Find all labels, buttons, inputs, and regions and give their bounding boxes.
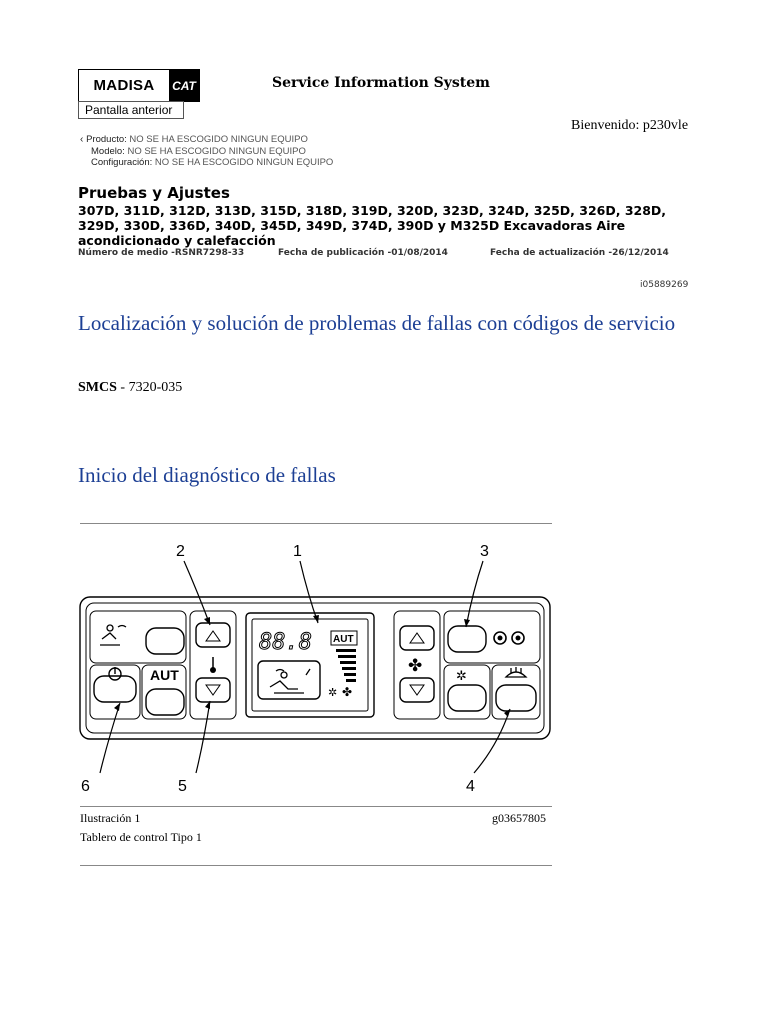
smcs-code bbox=[78, 380, 182, 396]
modelo-value: NO SE HA ESCOGIDO NINGUN EQUIPO bbox=[127, 146, 306, 157]
configuracion-label: Configuración: bbox=[91, 157, 153, 168]
defrost-icon bbox=[506, 667, 526, 677]
fan-icon: ✤ bbox=[342, 685, 353, 699]
document-subtitle: 307D, 311D, 312D, 313D, 315D, 318D, 319D, 320D, 323D, 324D, 325D, 326D, 328D, 329D, 330D, 336D, 340D, 345D, 349D, 374D, 390D y M325D Excavadoras Aire acondicionado y calefacción bbox=[78, 203, 667, 248]
defrost-button[interactable] bbox=[496, 685, 536, 711]
madisa-cat-logo bbox=[78, 69, 200, 102]
document-title: Pruebas y Ajustes bbox=[78, 184, 230, 202]
chevron-left-icon[interactable]: ‹ bbox=[80, 134, 87, 145]
control-panel-figure bbox=[78, 535, 552, 797]
fan-down-button[interactable] bbox=[400, 678, 434, 702]
callout-1: 1 bbox=[293, 543, 302, 560]
ac-button[interactable] bbox=[448, 685, 486, 711]
callout-3: 3 bbox=[480, 543, 489, 560]
callout-2: 2 bbox=[176, 543, 185, 560]
cat-logo-mark: CAT bbox=[169, 70, 199, 101]
context-configuracion bbox=[91, 157, 333, 168]
display-aut-text: AUT bbox=[333, 634, 354, 645]
system-title: Service Information System bbox=[272, 75, 490, 91]
aut-button[interactable] bbox=[146, 689, 184, 715]
display-digits: 88.8 bbox=[259, 630, 312, 655]
modelo-label: Modelo: bbox=[91, 146, 125, 157]
recirculation-icon bbox=[494, 632, 524, 644]
welcome-text: Bienvenido: p230vle bbox=[571, 118, 689, 133]
fan-up-button[interactable] bbox=[400, 626, 434, 650]
callout-6: 6 bbox=[81, 778, 90, 795]
context-producto bbox=[80, 134, 308, 145]
smcs-value: - 7320-035 bbox=[120, 380, 183, 395]
fan-speed-icon: ✤ bbox=[408, 656, 423, 676]
callout-4: 4 bbox=[466, 778, 475, 795]
seated-person-icon bbox=[270, 669, 310, 693]
section-heading: Inicio del diagnóstico de fallas bbox=[78, 463, 336, 487]
airflow-mode-icon bbox=[100, 625, 126, 645]
smcs-label: SMCS bbox=[78, 380, 117, 395]
figure-caption-id: g03657805 bbox=[492, 811, 546, 825]
fan-level-bars bbox=[336, 649, 356, 682]
caption-bottom-rule bbox=[80, 865, 552, 866]
display-frame bbox=[246, 613, 374, 717]
update-date: Fecha de actualización -26/12/2014 bbox=[490, 248, 669, 258]
back-button[interactable]: Pantalla anterior bbox=[78, 101, 184, 119]
figure-caption-text: Tablero de control Tipo 1 bbox=[80, 830, 202, 844]
temperature-down-button[interactable] bbox=[196, 678, 230, 702]
media-number: Número de medio -RSNR7298-33 bbox=[78, 248, 245, 258]
ac-snowflake-icon: ✲ bbox=[456, 669, 467, 684]
airflow-mode-button[interactable] bbox=[146, 628, 184, 654]
context-modelo bbox=[91, 146, 306, 157]
aut-label: AUT bbox=[150, 667, 179, 683]
thermometer-icon bbox=[210, 657, 216, 673]
producto-value: NO SE HA ESCOGIDO NINGUN EQUIPO bbox=[129, 134, 308, 145]
figure-caption-label: Ilustración 1 bbox=[80, 811, 141, 825]
configuracion-value: NO SE HA ESCOGIDO NINGUN EQUIPO bbox=[154, 157, 334, 168]
page-heading: Localización y solución de problemas de fallas con códigos de servicio bbox=[78, 311, 676, 335]
document-id: i05889269 bbox=[640, 280, 689, 290]
figure-bottom-rule bbox=[80, 806, 552, 807]
madisa-logo-text: MADISA bbox=[93, 77, 155, 94]
producto-label: Producto: bbox=[86, 134, 127, 145]
temperature-up-button[interactable] bbox=[196, 623, 230, 647]
callout-5: 5 bbox=[178, 778, 187, 795]
ac-snowflake-icon: ✲ bbox=[328, 686, 338, 699]
recirculation-button[interactable] bbox=[448, 626, 486, 652]
publication-date: Fecha de publicación -01/08/2014 bbox=[278, 248, 448, 258]
figure-top-rule bbox=[80, 523, 552, 524]
